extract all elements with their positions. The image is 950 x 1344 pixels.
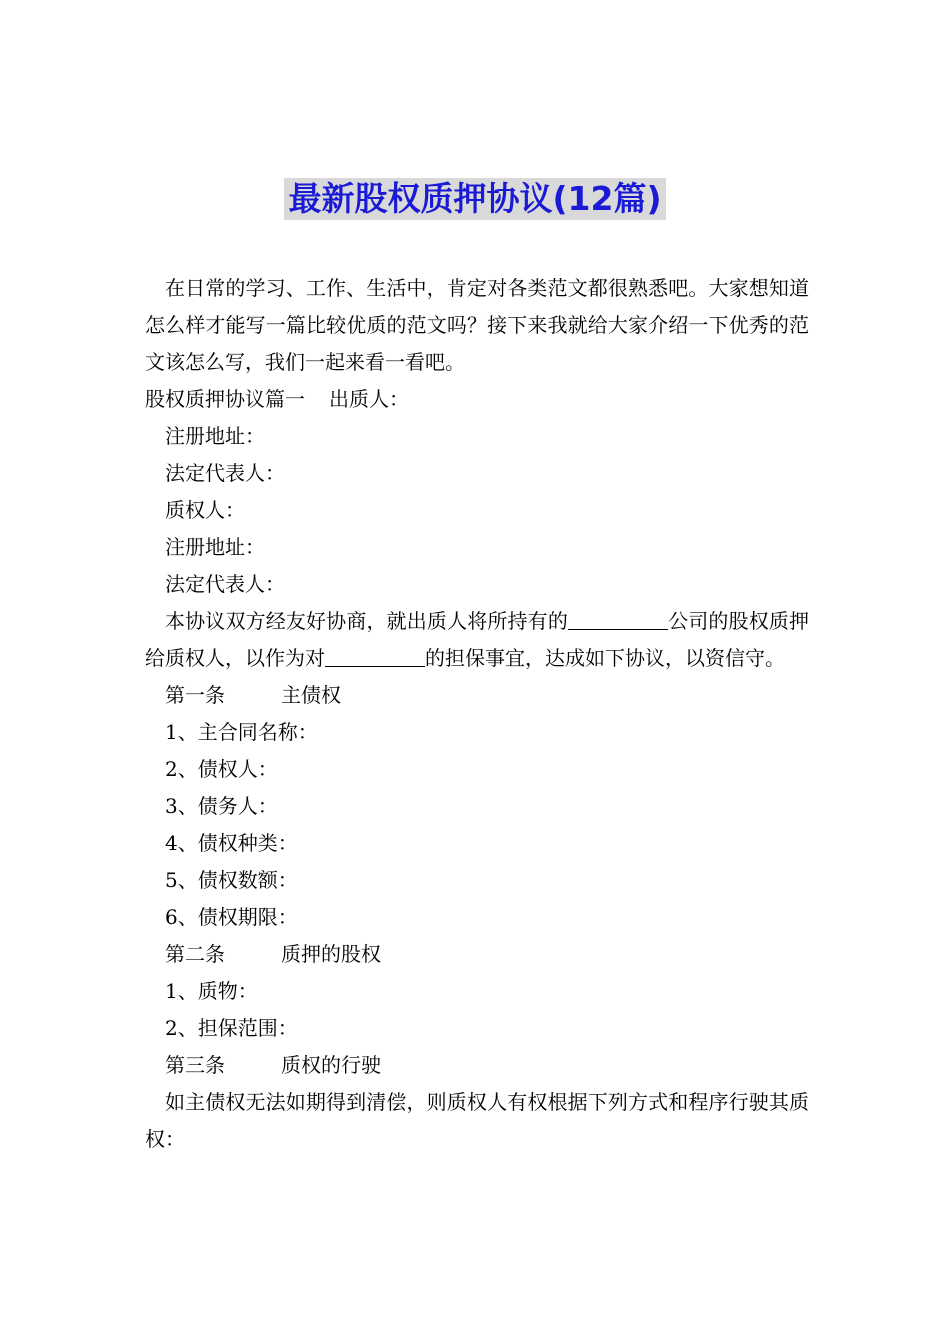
document-title: 最新股权质押协议(12篇): [284, 178, 665, 220]
blank-line-company: [568, 609, 668, 630]
article-2-item: 1、质物：: [165, 979, 258, 1003]
article-3-number: 第三条: [165, 1053, 225, 1077]
article-2-heading: [145, 936, 809, 973]
agreement-paragraph: [145, 603, 809, 677]
article-2-number: 第二条: [165, 942, 225, 966]
pledgor-address: 注册地址：: [165, 424, 265, 448]
title-container: [0, 178, 950, 220]
blank-line-obligation: [325, 646, 425, 667]
article-1-item: 1、主合同名称：: [165, 720, 318, 744]
agreement-text-3: 的担保事宜，达成如下协议，以资信守。: [425, 646, 785, 670]
pledgor-representative: 法定代表人：: [165, 461, 285, 485]
pledgee-address: 注册地址：: [165, 535, 265, 559]
agreement-text-2: 公司的股权质押给质权人，以作为对: [145, 609, 810, 670]
section-heading-line: [145, 381, 809, 418]
agreement-text-1: 本协议双方经友好协商，就出质人将所持有的: [165, 609, 568, 633]
intro-paragraph: 在日常的学习、工作、生活中，肯定对各类范文都很熟悉吧。大家想知道怎么样才能写一篇比较优质的范文吗？接下来我就给大家介绍一下优秀的范文该怎么写，我们一起来看一看吧。: [145, 276, 809, 374]
article-1-item: 2、债权人：: [165, 757, 278, 781]
article-1-item: 4、债权种类：: [165, 831, 298, 855]
pledgee-representative: 法定代表人：: [165, 572, 285, 596]
article-1-heading: [145, 677, 809, 714]
article-1-number: 第一条: [165, 683, 225, 707]
article-2-name: 质押的股权: [281, 942, 381, 966]
pledgee-label: 质权人：: [165, 498, 245, 522]
article-3-heading: [145, 1047, 809, 1084]
article-2-item: 2、担保范围：: [165, 1016, 298, 1040]
pledgor-label: 出质人：: [329, 387, 409, 411]
article-1-item: 3、债务人：: [165, 794, 278, 818]
section-heading: 股权质押协议篇一: [145, 387, 305, 411]
article-1-item: 6、债权期限：: [165, 905, 298, 929]
closing-paragraph: 如主债权无法如期得到清偿，则质权人有权根据下列方式和程序行驶其质权：: [145, 1090, 809, 1151]
article-1-name: 主债权: [281, 683, 341, 707]
article-1-item: 5、债权数额：: [165, 868, 298, 892]
document-body: [145, 270, 809, 1158]
article-3-name: 质权的行驶: [281, 1053, 381, 1077]
